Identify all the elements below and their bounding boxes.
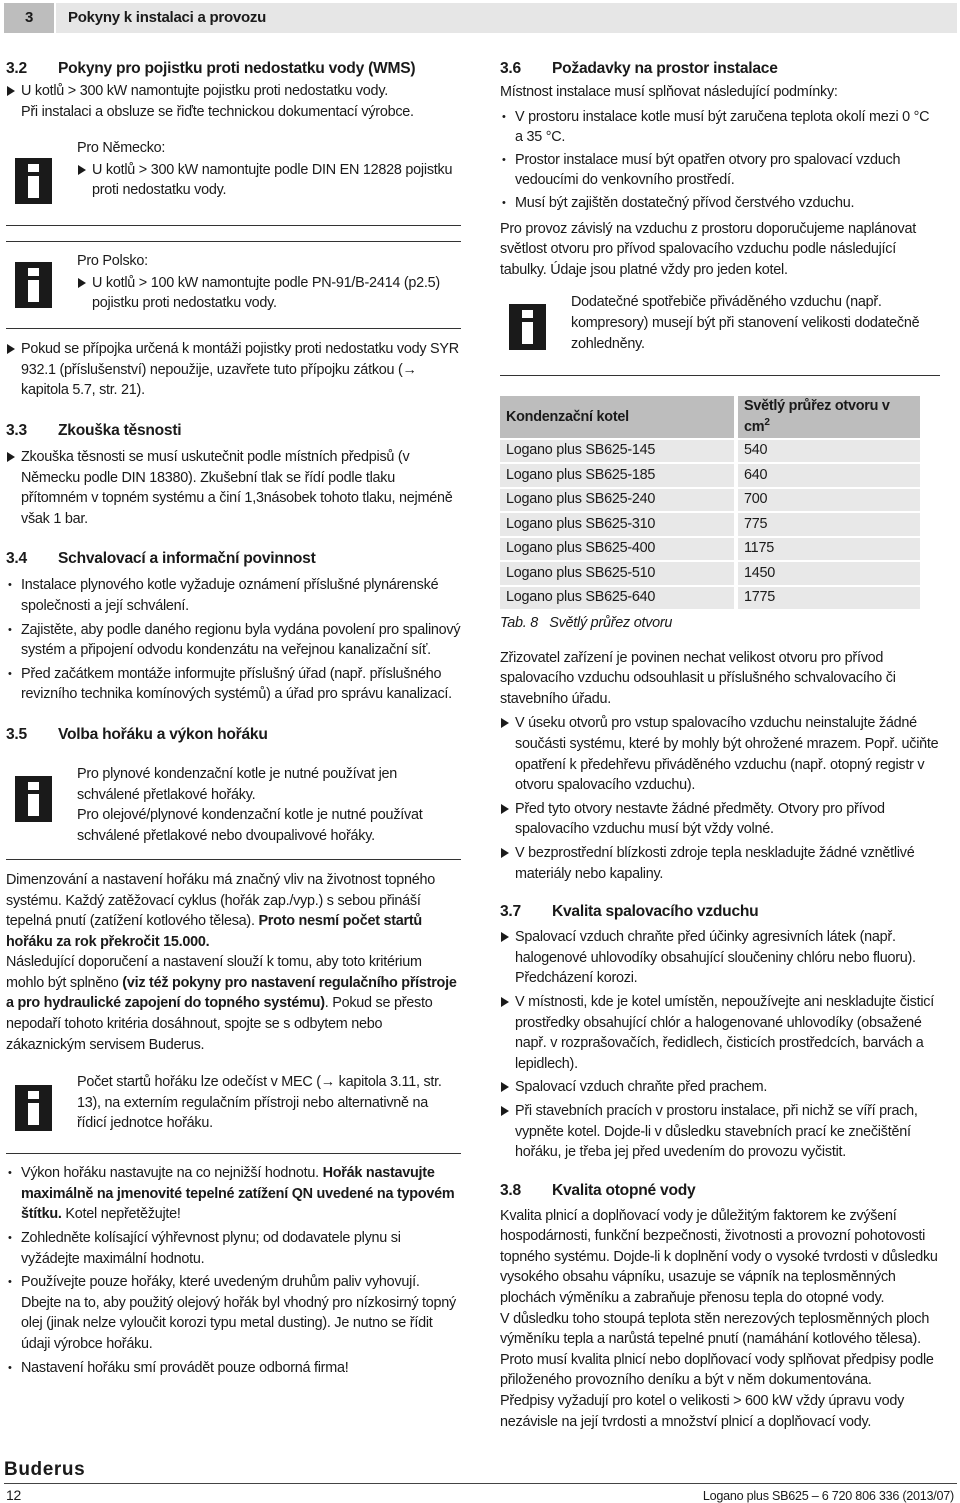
brand-logo: Buderus (4, 1459, 86, 1480)
instruction-item: V bezprostřední blízkosti zdroje tepla neskladujte žádné vznětlivé materiály nebo kapaliny. (500, 843, 940, 884)
instruction-item: Spalovací vzduch chraňte před prachem. (500, 1077, 940, 1098)
section-heading-3-8: 3.8 Kvalita otopné vody (500, 1181, 696, 1199)
bullet-item: • Zajistěte, aby podle daného regionu byla vydána povolení pro spalinový systém a připojení odvodu kondenzátu na veřejnou kanalizační síť. (6, 620, 461, 661)
bullet-item: • V prostoru instalace kotle musí být zaručena teplota okolí mezi 0 °C a 35 °C. (500, 107, 940, 148)
info-box-air-consumers (500, 292, 940, 376)
info-icon (15, 776, 52, 822)
chapter-number: 3 (4, 3, 54, 33)
chapter-title: Pokyny k instalaci a provozu (56, 3, 957, 33)
section-heading-3-6: 3.6 Požadavky na prostor instalace (500, 60, 778, 77)
info-box-poland (6, 241, 461, 329)
paragraph: V důsledku toho stoupá teplota stěn nerezových teplosměnných ploch výměníku tepla a narůstá tepelné pnutí (namáhání kotlového tělesa). Proto musí kvalita plnicí nebo doplňovací vody splňovat předpisy podle přiloženého provozního deníku a být v něm dokumentována. (500, 1310, 934, 1389)
table-header-cell: Kondenzační kotel (500, 396, 738, 439)
bullet-item: • Před začátkem montáže informujte příslušný úřad (např. příslušného revizního technika komínových systémů) a úřad pro správu kanalizací. (6, 664, 461, 705)
table-row: Logano plus SB625-240 700 (500, 489, 924, 514)
info-item: U kotlů > 100 kW namontujte podle PN-91/B-2414 (p2.5) pojistku proti nedostatku vody. (77, 273, 461, 314)
info-box-burner-starts (6, 1072, 461, 1154)
table-row: Logano plus SB625-145 540 (500, 440, 924, 465)
info-icon (15, 262, 52, 308)
bullet-item: • Nastavení hořáku smí provádět pouze odborná firma! (6, 1358, 461, 1379)
instruction-item: U kotlů > 300 kW namontujte pojistku proti nedostatku vody. Při instalaci a obsluze se řiďte technickou dokumentací výrobce. (6, 81, 461, 122)
instruction-item: V úseku otvorů pro vstup spalovacího vzduchu neinstalujte žádné součásti systému, které by mohly být ohrožené mrazem. Popř. učiňte opatření k předehřevu přiváděného vzduchu (např. otopný registr v otvoru spalovacího vzduchu). (500, 713, 940, 795)
table-caption: Tab. 8 Světlý průřez otvoru (500, 615, 673, 632)
table-header-row (500, 396, 924, 439)
section-heading-3-2: 3.2 Pokyny pro pojistku proti nedostatku vody (WMS) (6, 60, 416, 77)
table-header-cell: Světlý průřez otvoru v $cm^2$ (738, 396, 924, 439)
right-column (500, 56, 940, 1432)
section-heading-3-4: 3.4 Schvalovací a informační povinnost (6, 550, 316, 568)
paragraph: Předpisy vyžadují pro kotel o velikosti > 600 kW vždy úpravu vody nezávisle na její tvrdosti a množství plnicí a doplňovací vody. (500, 1393, 905, 1430)
info-box-germany (6, 138, 461, 226)
instruction-item: Spalovací vzduch chraňte před účinky agresivních látek (např. halogenové uhlovodíky obsahující sloučeniny chlóru nebo fluoru). Předcházení korozi. (500, 927, 940, 989)
info-icon (15, 1085, 52, 1131)
info-icon (509, 304, 546, 350)
section-heading-3-3: 3.3 Zkouška těsnosti (6, 421, 182, 439)
instruction-item: Před tyto otvory nestavte žádné předměty. Otvory pro přívod spalovacího vzduchu musí být vždy volné. (500, 799, 940, 840)
info-title: Pro Německo: (77, 140, 166, 157)
bullet-item: • Zohledněte kolísající výhřevnost plynu; od dodavatele plynu si vyžádejte maximální hodnotu. (6, 1228, 461, 1269)
bullet-item: • Prostor instalace musí být opatřen otvory pro spalovací vzduch vedoucími do venkovního prostředí. (500, 150, 940, 191)
bullet-item: • Musí být zajištěn dostatečný přívod čerstvého vzduchu. (500, 193, 940, 214)
instruction-item: Pokud se přípojka určená k montáži pojistky proti nedostatku vody SYR 932.1 (příslušenství) nepoužije, uzavřete tuto přípojku zátkou (→ kapitola 5.7, str. 21). (6, 339, 461, 401)
info-box-burners (6, 758, 461, 860)
table-row: Logano plus SB625-400 1175 (500, 538, 924, 563)
document-reference: Logano plus SB625 – 6 720 806 336 (2013/07) (702, 1489, 954, 1503)
instruction-item: Zkouška těsnosti se musí uskutečnit podle místních předpisů (v Německu podle DIN 18380). Zkušební tlak se řídí podle tlaku přítomném v topném systému a činí 1,3násobek tohoto tlaku, nejméně však 1 bar. (6, 447, 461, 529)
table-row: Logano plus SB625-510 1450 (500, 562, 924, 587)
paragraph: Dimenzování a nastavení hořáku má značný vliv na životnost topného systému. Každý zatěžovací cyklus (hořák zap./vyp.) s sebou přináší tepelná pnutí (zatížení kotlového tělesa). Proto nesmí počet startů hořáku za rok překročit 15.000. (6, 871, 436, 950)
table-row: Logano plus SB625-185 640 (500, 464, 924, 489)
page-number: 12 (6, 1487, 22, 1503)
instruction-item: V místnosti, kde je kotel umístěn, nepoužívejte ani neskladujte čisticí prostředky obsahující chlór a halogenované uhlovodíky (obsažené např. v rozprašovačích, ředidlech, čisticích prostředcích, barvách a lepidlech). (500, 992, 940, 1074)
paragraph: Zřizovatel zařízení je povinen nechat velikost otvoru pro přívod spalovacího vzduchu odsouhlasit u příslušného schvalovacího či stavebního úřadu. (500, 649, 896, 707)
info-item: U kotlů > 300 kW namontujte podle DIN EN 12828 pojistku proti nedostatku vody. (77, 160, 461, 201)
footer-divider (4, 1483, 957, 1484)
paragraph: Následující doporučení a nastavení slouží k tomu, aby toto kritérium mohlo být splněno (viz též pokyny pro nastavení regulačního přístroje a pro hydraulické zapojení do topného systému). Pokud se přesto nepodaří tohoto kritéria dosáhnout, spojte se s odbytem nebo zákaznickým servisem Buderus. (6, 954, 457, 1053)
info-icon (15, 158, 52, 204)
page-header (0, 3, 960, 33)
paragraph: Kvalita plnicí a doplňovací vody je důležitým faktorem ke zvýšení hospodárnosti, funkční bezpečnosti, životnosti a provozní pohotovosti topného systému. Dojde-li k doplnění vody o vysoké tvrdosti v důsledku vysokého obsahu vápníku, usazuje se vápník na teplosměnných plochách výměníku a zabraňuje přenosu tepla do otopné vody. (500, 1207, 938, 1307)
paragraph: Pro provoz závislý na vzduchu z prostoru doporučujeme naplánovat světlost otvoru pro přívod spalovacího vzduchu podle následující tabulky. Údaje jsou platné vždy pro jeden kotel. (500, 220, 916, 278)
info-text: Pro olejové/plynové kondenzační kotle je nutné používat schválené přetlakové nebo dvoupalivové hořáky. (77, 807, 423, 844)
bullet-item: • Instalace plynového kotle vyžaduje oznámení příslušné plynárenské společnosti a její schválení. (6, 575, 461, 616)
instruction-item: Při stavebních pracích v prostoru instalace, při nichž se víří prach, vypněte kotel. Dojde-li v důsledku stavebních prací ke znečištění hořáku, je třeba jej před uvedením do provozu vyčistit. (500, 1101, 940, 1163)
bullet-item: • Používejte pouze hořáky, které uvedeným druhům paliv vyhovují. Dbejte na to, aby použitý olejový hořák byl vhodný pro nízkosirný topný olej (jinak nelze vyloučit korozi typu metal dusting). Je nutno se řídit údaji výrobce hořáku. (6, 1272, 461, 1354)
section-heading-3-5: 3.5 Volba hořáku a výkon hořáku (6, 725, 268, 743)
opening-size-table (500, 396, 924, 611)
left-column (6, 56, 461, 1378)
info-text: Počet startů hořáku lze odečíst v MEC (→ kapitola 3.11, str. 13), na externím regulačním přístroji nebo alternativně na řídicí jednotce hořáku. (77, 1074, 442, 1132)
info-text: Pro plynové kondenzační kotle je nutné používat jen schválené přetlakové hořáky. (77, 765, 398, 803)
table-row: Logano plus SB625-640 1775 (500, 587, 924, 612)
info-title: Pro Polsko: (77, 253, 148, 270)
section-heading-3-7: 3.7 Kvalita spalovacího vzduchu (500, 903, 759, 921)
bullet-item: • Výkon hořáku nastavujte na co nejnižší hodnotu. Hořák nastavujte maximálně na jmenovité tepelné zatížení QN uvedené na typovém štítku. Kotel nepřetěžujte! (6, 1163, 461, 1225)
table-row: Logano plus SB625-310 775 (500, 513, 924, 538)
paragraph: Místnost instalace musí splňovat následující podmínky: (500, 84, 838, 100)
info-text: Dodatečné spotřebiče přiváděného vzduchu (např. kompresory) musejí být při stanovení velikosti dodatečně zohledněny. (571, 294, 920, 352)
